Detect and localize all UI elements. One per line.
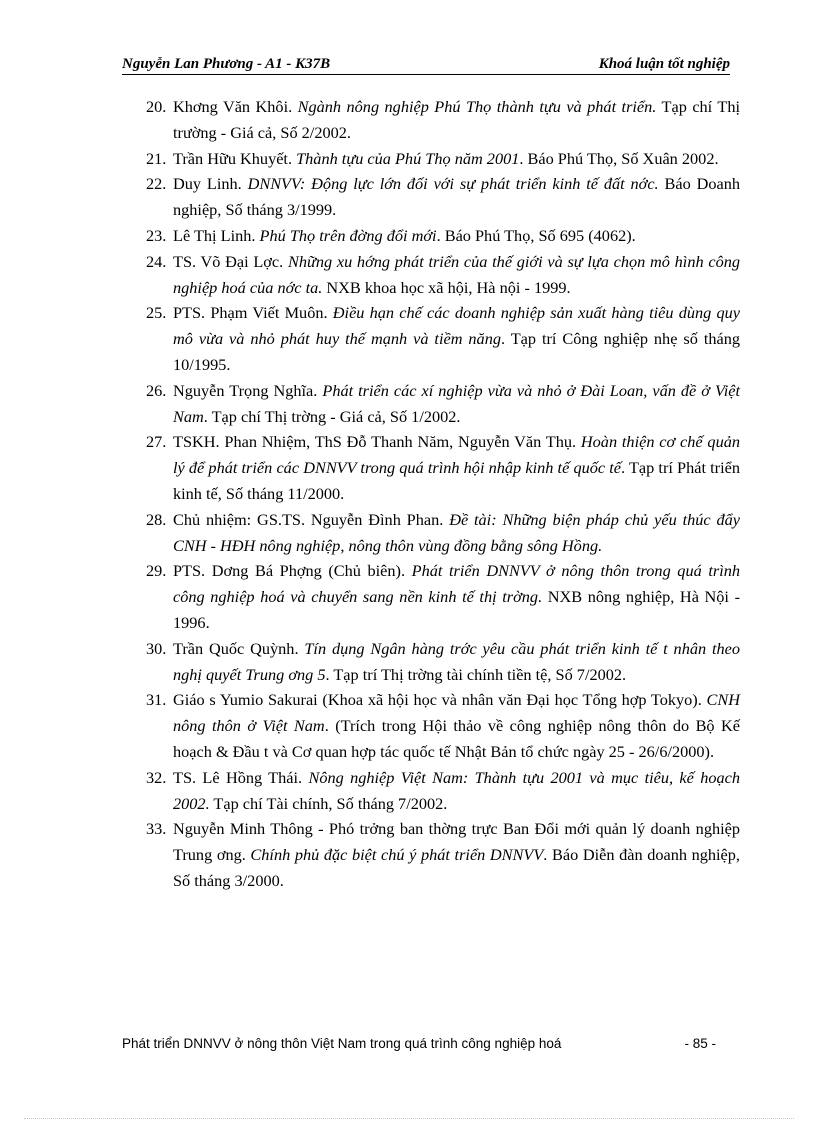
reference-author: Nguyễn Trọng Nghĩa. [173, 380, 318, 400]
footer-title: Phát triển DNNVV ở nông thôn Việt Nam trong quá trình công nghiệp hoá [122, 1036, 562, 1051]
reference-source: Báo Doanh nghiệp, Số tháng 3/1999. [173, 174, 740, 220]
reference-author: Duy Linh. [173, 174, 242, 194]
reference-number: 33. [146, 819, 167, 839]
reference-source: . Báo Diễn đàn doanh nghiệp, Số tháng 3/2000. [173, 845, 740, 890]
reference-title: Những xu hớng phát triển của thế giới và sự lựa chọn mô hình công nghiệp hoá của nớc ta. [173, 251, 740, 297]
reference-number: 25. [146, 303, 167, 323]
reference-number: 26. [146, 380, 167, 400]
reference-number: 28. [146, 509, 167, 529]
reference-author: Lê Thị Linh. [173, 225, 256, 245]
reference-author: Nguyễn Minh Thông - Phó trởng ban thờng trực Ban Đổi mới quản lý doanh nghiệp Trung ơng. [173, 819, 740, 865]
reference-source: NXB khoa học xã hội, Hà nội - 1999. [326, 277, 571, 297]
reference-author: Trần Quốc Quỳnh. [173, 638, 299, 658]
reference-number: 21. [146, 148, 167, 168]
reference-item [146, 636, 740, 688]
reference-source: . Tạp chí Thị trờng - Giá cả, Số 1/2002. [203, 406, 461, 426]
reference-number: 30. [146, 638, 167, 658]
reference-number: 20. [146, 97, 167, 116]
reference-author: TS. Võ Đại Lợc. [173, 251, 284, 271]
reference-title: Nông nghiệp Việt Nam: Thành tựu 2001 và mục tiêu, kế hoạch 2002. [173, 767, 741, 813]
reference-item [146, 223, 740, 249]
reference-title: Thành tựu của Phú Thọ năm 2001 [296, 148, 520, 168]
reference-item [146, 765, 740, 817]
reference-item [146, 687, 740, 764]
reference-source: . Báo Phú Thọ, Số 695 (4062). [436, 225, 636, 245]
reference-title: Tín dụng Ngân hàng trớc yêu cầu phát triển kinh tế t nhân theo nghị quyết Trung ơng 5 [173, 638, 740, 684]
reference-item [146, 507, 740, 559]
reference-source: Tạp chí Thị trường - Giá cả, Số 2/2002. [173, 97, 740, 142]
reference-item [146, 816, 740, 893]
reference-author: TSKH. Phan Nhiệm, ThS Đỗ Thanh Năm, Nguyễn Văn Thụ. [173, 432, 577, 452]
reference-item [146, 378, 740, 430]
reference-author: PTS. Phạm Viết Muôn. [173, 303, 328, 323]
reference-item [146, 249, 740, 301]
reference-title: Phát triển các xí nghiệp vừa và nhỏ ở Đài Loan, vấn đề ở Việt Nam [173, 380, 740, 426]
reference-source: NXB nông nghiệp, Hà Nội - 1996. [173, 587, 740, 632]
reference-title: Điều hạn chế các doanh nghiệp sản xuất hàng tiêu dùng quy mô vừa và nhỏ phát huy thế mạnh và tiềm năng [173, 303, 741, 349]
reference-item [146, 558, 740, 635]
reference-title: Đề tài: Những biện pháp chủ yếu thúc đẩy CNH - HĐH nông nghiệp, nông thôn vùng đồng bằng sông Hồng. [173, 509, 740, 555]
header-doc-type: Khoá luận tốt nghiệp [598, 56, 730, 72]
reference-item [146, 300, 740, 377]
reference-item [146, 146, 740, 172]
reference-author: Trần Hữu Khuyết. [173, 148, 293, 168]
reference-source: . (Trích trong Hội thảo về công nghiệp nông thôn do Bộ Kế hoạch & Đầu t và Cơ quan hợp tác quốc tế Nhật Bản tổ chức ngày 25 - 26/6/2000). [173, 716, 740, 761]
reference-author: Khơng Văn Khôi. [173, 97, 293, 116]
reference-number: 32. [146, 767, 167, 787]
reference-number: 29. [146, 561, 167, 581]
reference-number: 23. [146, 225, 167, 245]
reference-author: TS. Lê Hồng Thái. [173, 767, 303, 787]
reference-source: . Tạp trí Công nghiệp nhẹ số tháng 10/1995. [173, 329, 740, 374]
reference-author: Chủ nhiệm: GS.TS. Nguyễn Đình Phan. [173, 509, 444, 529]
reference-author: PTS. Dơng Bá Phợng (Chủ biên). [173, 561, 406, 581]
reference-source: . Tạp trí Phát triển kinh tế, Số tháng 11/2000. [173, 458, 740, 503]
reference-item [146, 429, 740, 506]
reference-title: Ngành nông nghiệp Phú Thọ thành tựu và phát triển. [297, 97, 657, 116]
reference-title: Phát triển DNNVV ở nông thôn trong quá trình công nghiệp hoá và chuyển sang nền kinh tế thị trờng. [173, 561, 740, 607]
reference-number: 31. [146, 690, 167, 710]
reference-number: 22. [146, 174, 167, 194]
reference-title: CNH nông thôn ở Việt Nam [173, 690, 741, 736]
reference-list [146, 94, 740, 894]
reference-number: 24. [146, 251, 167, 271]
reference-item [146, 171, 740, 223]
reference-title: Hoàn thiện cơ chế quản lý để phát triển các DNNVV trong quá trình hội nhập kinh tế quốc tế [173, 432, 740, 478]
page-number: - 85 - [684, 1036, 716, 1051]
reference-source: . Báo Phú Thọ, Số Xuân 2002. [519, 148, 719, 168]
reference-title: Phú Thọ trên đờng đổi mới [259, 225, 437, 245]
reference-number: 27. [146, 432, 167, 452]
reference-source: Tạp chí Tài chính, Số tháng 7/2002. [213, 793, 448, 813]
reference-item [146, 94, 740, 146]
reference-title: Chính phủ đặc biệt chú ý phát triển DNNVV [250, 845, 544, 865]
reference-source: . Tạp trí Thị trờng tài chính tiền tệ, Số 7/2002. [325, 664, 627, 684]
reference-author: Giáo s Yumio Sakurai (Khoa xã hội học và nhân văn Đại học Tổng hợp Tokyo). [173, 690, 702, 710]
page-header [122, 52, 730, 75]
header-author: Nguyễn Lan Phương - A1 - K37B [122, 56, 331, 72]
reference-title: DNNVV: Động lực lớn đối với sự phát triển kinh tế đất nớc. [247, 174, 659, 194]
page-bottom-divider [24, 1118, 794, 1119]
